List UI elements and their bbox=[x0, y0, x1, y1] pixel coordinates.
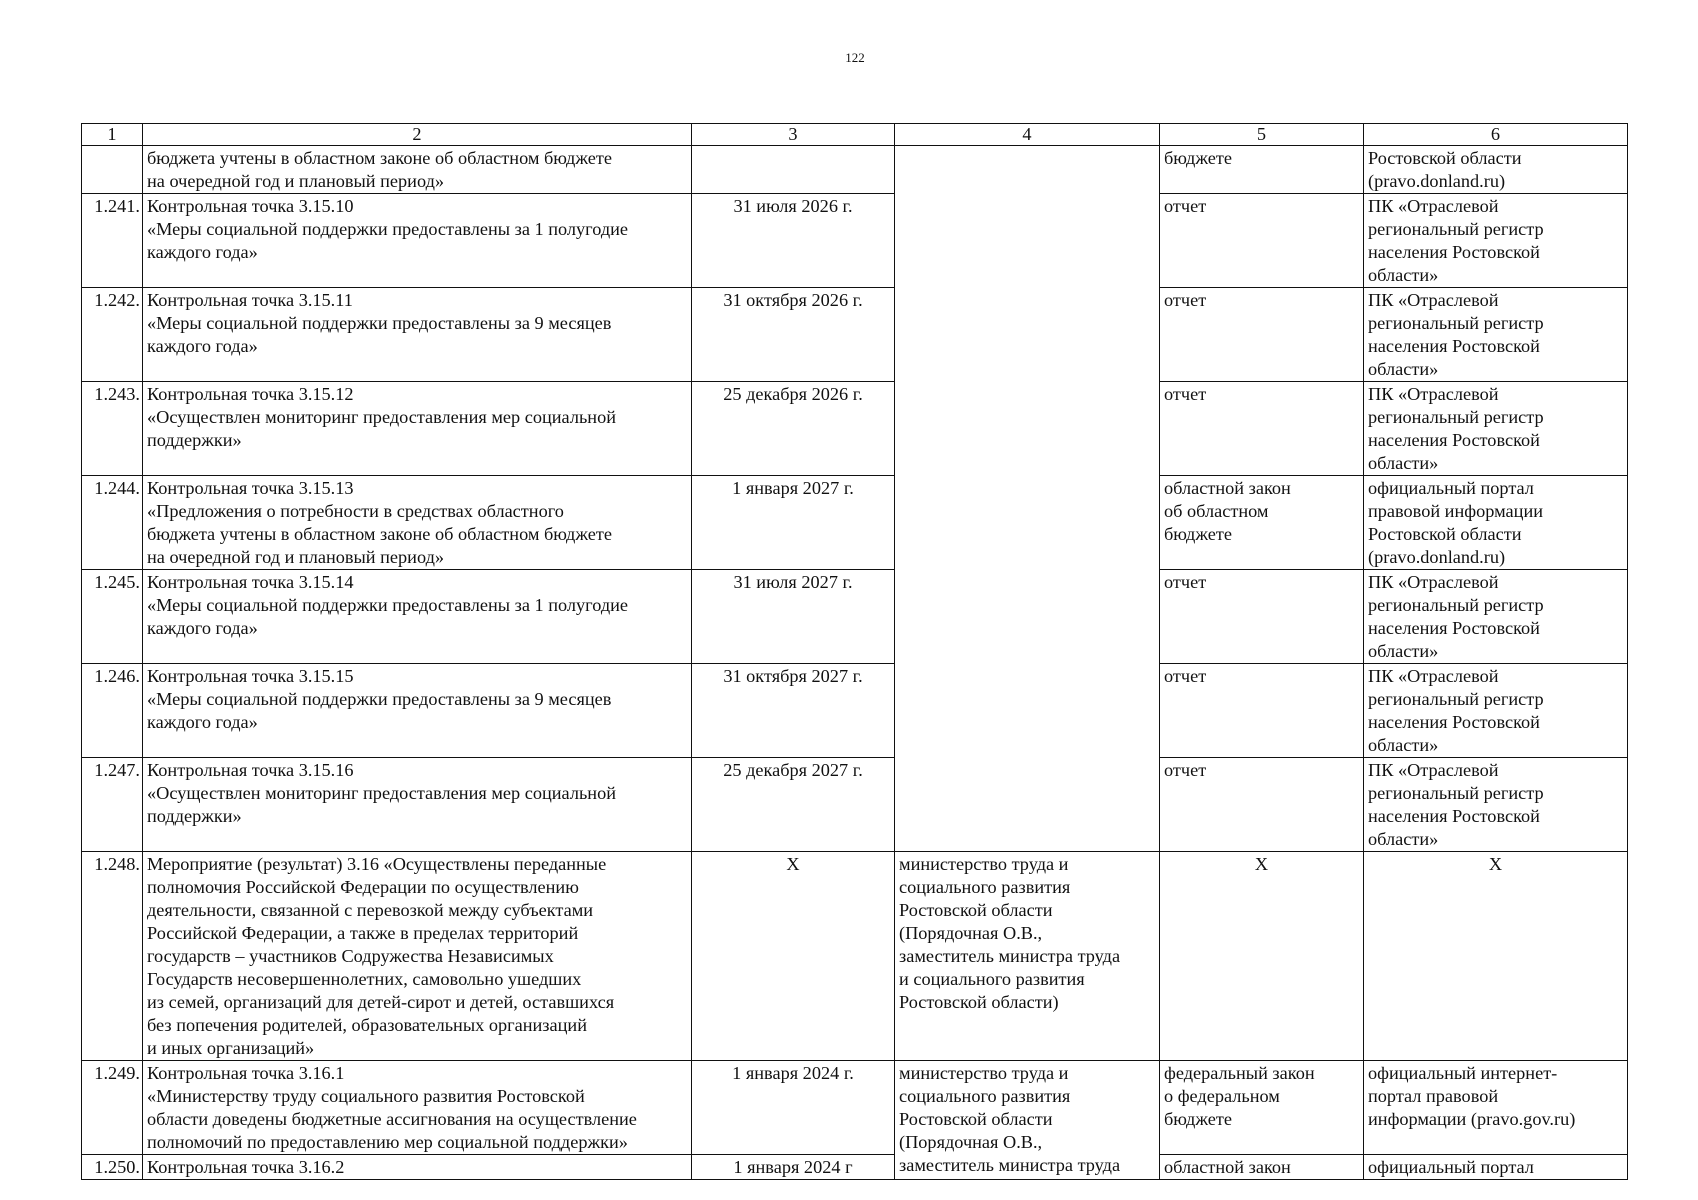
table-row bbox=[82, 758, 1628, 852]
row-description: Контрольная точка 3.15.12 «Осуществлен мониторинг предоставления мер социальной поддержки» bbox=[143, 382, 692, 476]
row-description: бюджета учтены в областном законе об областном бюджете на очередной год и плановый период» bbox=[143, 146, 692, 194]
row-number: 1.249. bbox=[82, 1061, 143, 1155]
row-number: 1.248. bbox=[82, 852, 143, 1061]
row-date: 1 января 2024 г bbox=[692, 1155, 895, 1180]
row-number: 1.244. bbox=[82, 476, 143, 570]
row-number: 1.247. bbox=[82, 758, 143, 852]
row-document: областной закон об областном бюджете bbox=[1160, 476, 1364, 570]
row-document: отчет bbox=[1160, 664, 1364, 758]
column-header: 1 bbox=[82, 124, 143, 146]
table-row bbox=[82, 476, 1628, 570]
table-row bbox=[82, 288, 1628, 382]
column-header: 5 bbox=[1160, 124, 1364, 146]
row-description: Контрольная точка 3.15.11 «Меры социальной поддержки предоставлены за 9 месяцев каждого года» bbox=[143, 288, 692, 382]
row-description: Контрольная точка 3.15.15 «Меры социальной поддержки предоставлены за 9 месяцев каждого года» bbox=[143, 664, 692, 758]
row-date: X bbox=[692, 852, 895, 1061]
row-date: 1 января 2027 г. bbox=[692, 476, 895, 570]
table-row bbox=[82, 194, 1628, 288]
row-source: ПК «Отраслевой региональный регистр населения Ростовской области» bbox=[1364, 194, 1628, 288]
row-document: областной закон bbox=[1160, 1155, 1364, 1180]
row-document: отчет bbox=[1160, 382, 1364, 476]
row-source: ПК «Отраслевой региональный регистр населения Ростовской области» bbox=[1364, 758, 1628, 852]
table-row bbox=[82, 664, 1628, 758]
table-header-row bbox=[82, 124, 1628, 146]
row-number: 1.250. bbox=[82, 1155, 143, 1180]
table-row bbox=[82, 382, 1628, 476]
row-document: федеральный закон о федеральном бюджете bbox=[1160, 1061, 1364, 1155]
row-date: 31 октября 2027 г. bbox=[692, 664, 895, 758]
table-row bbox=[82, 146, 1628, 194]
column-header: 4 bbox=[895, 124, 1160, 146]
table-row bbox=[82, 852, 1628, 1061]
table-row bbox=[82, 1061, 1628, 1155]
row-source: ПК «Отраслевой региональный регистр населения Ростовской области» bbox=[1364, 570, 1628, 664]
column-header: 2 bbox=[143, 124, 692, 146]
row-date: 31 июля 2027 г. bbox=[692, 570, 895, 664]
row-source: Ростовской области (pravo.donland.ru) bbox=[1364, 146, 1628, 194]
row-source: ПК «Отраслевой региональный регистр населения Ростовской области» bbox=[1364, 382, 1628, 476]
page-number: 122 bbox=[845, 50, 865, 65]
row-description: Контрольная точка 3.16.2 bbox=[143, 1155, 692, 1180]
responsible-cell-merged bbox=[895, 146, 1160, 852]
row-date: 31 октября 2026 г. bbox=[692, 288, 895, 382]
row-date: 31 июля 2026 г. bbox=[692, 194, 895, 288]
row-source: официальный портал правовой информации Ростовской области (pravo.donland.ru) bbox=[1364, 476, 1628, 570]
row-document: отчет bbox=[1160, 758, 1364, 852]
row-description: Мероприятие (результат) 3.16 «Осуществлены переданные полномочия Российской Федерации по осуществлению деятельности, связанной с перевозкой между субъектами Российской Федерации, а также в пределах территорий государств – участников Содружества Независимых Государств несовершеннолетних, самовольно ушедших из семей, организаций для детей-сирот и детей, оставшихся без попечения родителей, образовательных организаций и иных организаций» bbox=[143, 852, 692, 1061]
row-description: Контрольная точка 3.16.1 «Министерству труду социального развития Ростовской области доведены бюджетные ассигнования на осуществление полномочий по предоставлению мер социальной поддержки» bbox=[143, 1061, 692, 1155]
row-responsible: министерство труда и социального развития Ростовской области (Порядочная О.В., заместитель министра труда и социального развития Ростовской области) bbox=[895, 852, 1160, 1061]
row-source: ПК «Отраслевой региональный регистр населения Ростовской области» bbox=[1364, 288, 1628, 382]
control-points-table bbox=[81, 123, 1628, 1180]
row-date bbox=[692, 146, 895, 194]
row-source: X bbox=[1364, 852, 1628, 1061]
table-row bbox=[82, 1155, 1628, 1180]
row-date: 1 января 2024 г. bbox=[692, 1061, 895, 1155]
row-date: 25 декабря 2027 г. bbox=[692, 758, 895, 852]
row-document: отчет bbox=[1160, 288, 1364, 382]
row-document: X bbox=[1160, 852, 1364, 1061]
row-description: Контрольная точка 3.15.16 «Осуществлен мониторинг предоставления мер социальной поддержки» bbox=[143, 758, 692, 852]
table-row bbox=[82, 570, 1628, 664]
row-description: Контрольная точка 3.15.10 «Меры социальной поддержки предоставлены за 1 полугодие каждого года» bbox=[143, 194, 692, 288]
row-document: отчет bbox=[1160, 570, 1364, 664]
row-number bbox=[82, 146, 143, 194]
row-number: 1.241. bbox=[82, 194, 143, 288]
row-source: ПК «Отраслевой региональный регистр населения Ростовской области» bbox=[1364, 664, 1628, 758]
column-header: 3 bbox=[692, 124, 895, 146]
column-header: 6 bbox=[1364, 124, 1628, 146]
row-description: Контрольная точка 3.15.13 «Предложения о потребности в средствах областного бюджета учтены в областном законе об областном бюджете на очередной год и плановый период» bbox=[143, 476, 692, 570]
row-date: 25 декабря 2026 г. bbox=[692, 382, 895, 476]
row-document: бюджете bbox=[1160, 146, 1364, 194]
row-number: 1.243. bbox=[82, 382, 143, 476]
row-responsible: министерство труда и социального развития Ростовской области (Порядочная О.В., заместитель министра труда bbox=[895, 1061, 1160, 1180]
row-number: 1.246. bbox=[82, 664, 143, 758]
row-description: Контрольная точка 3.15.14 «Меры социальной поддержки предоставлены за 1 полугодие каждого года» bbox=[143, 570, 692, 664]
row-number: 1.245. bbox=[82, 570, 143, 664]
row-source: официальный портал bbox=[1364, 1155, 1628, 1180]
row-document: отчет bbox=[1160, 194, 1364, 288]
row-number: 1.242. bbox=[82, 288, 143, 382]
row-source: официальный интернет- портал правовой информации (pravo.gov.ru) bbox=[1364, 1061, 1628, 1155]
